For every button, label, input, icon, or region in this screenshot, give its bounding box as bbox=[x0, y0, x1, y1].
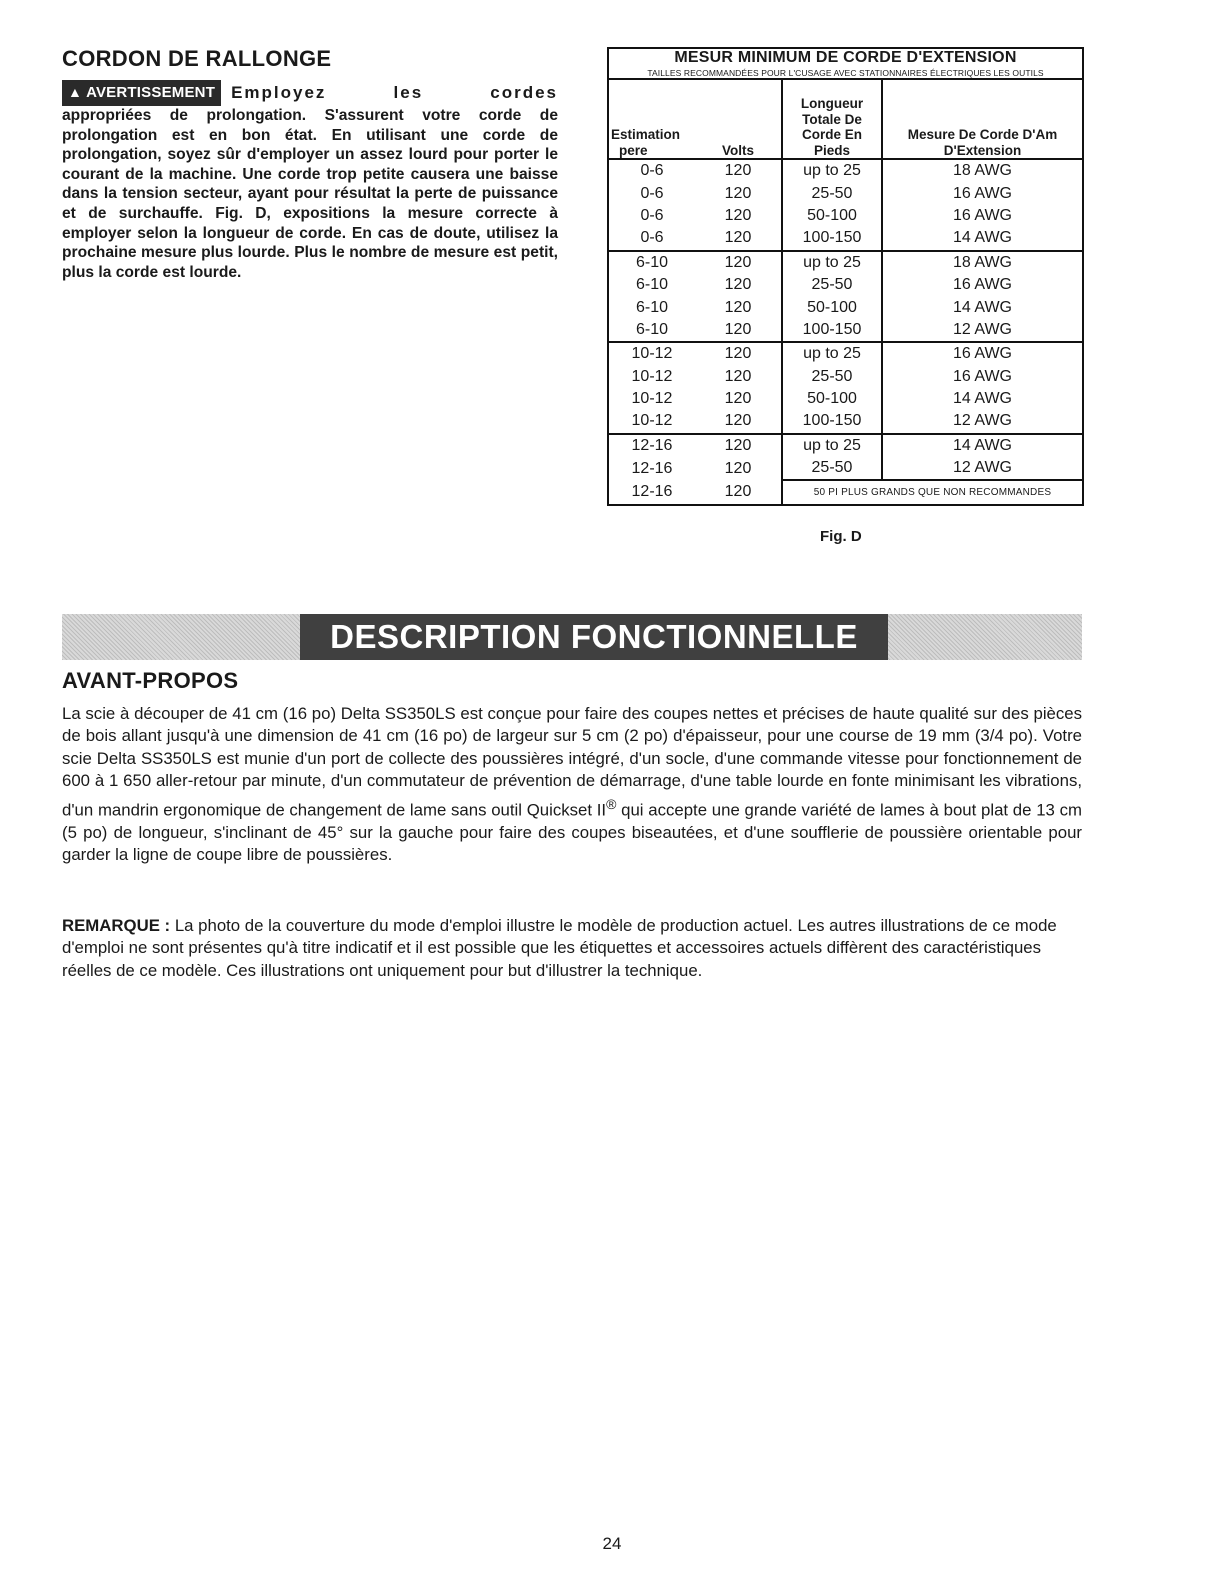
table-row bbox=[608, 388, 1083, 410]
cell-gauge: 12 AWG bbox=[953, 459, 1012, 477]
foreword-text-part2: qui accepte une grande variété de lames à bout plat de 13 cm (5 po) de longueur, s'inclinant de 45° sur la gauche pour faire des coupes biseautées, et d'une soufflerie de poussière orientable pour garder la ligne de coupe libre de poussières. bbox=[62, 800, 1082, 865]
section-title-extension-cord: CORDON DE RALLONGE bbox=[62, 46, 332, 71]
cell-gauge: 14 AWG bbox=[882, 227, 1083, 250]
table-title: MESUR MINIMUM DE CORDE D'EXTENSION bbox=[674, 49, 1017, 66]
table-row bbox=[608, 366, 1083, 388]
cell-volts: 120 bbox=[724, 206, 752, 224]
cell-volts: 120 bbox=[724, 276, 752, 294]
cell-gauge: 14 AWG bbox=[953, 436, 1012, 454]
table-body bbox=[608, 159, 1083, 480]
cell-amps: 10-12 bbox=[631, 390, 673, 408]
cell-amps: 0-6 bbox=[640, 162, 664, 180]
cell-length: 100-150 bbox=[782, 319, 882, 342]
table-subtitle: TAILLES RECOMMANDÉES POUR L'CUSAGE AVEC STATIONNAIRES ÉLECTRIQUES LES OUTILS bbox=[647, 68, 1044, 78]
note-text: La photo de la couverture du mode d'emploi illustre le modèle de production actuel. Les autres illustrations de ce mode d'emploi ne sont présentes qu'à titre indicatif et il est possible que les étiquettes et accessoires actuels diffèrent des caractéristiques réelles de ce modèle. Ces illustrations ont uniquement pour but d'illustrer la technique. bbox=[62, 916, 1057, 980]
foreword-paragraph bbox=[62, 703, 1082, 866]
note-label: REMARQUE : bbox=[62, 916, 171, 935]
cell-gauge: 14 AWG bbox=[953, 298, 1012, 316]
cell-amps: 6-10 bbox=[635, 253, 669, 271]
cell-amps: 6-10 bbox=[635, 276, 669, 294]
col-header-gauge bbox=[882, 79, 1083, 159]
warning-lead-word: les bbox=[393, 83, 424, 103]
cell-length: up to 25 bbox=[782, 434, 882, 457]
cell-amps: 0-6 bbox=[640, 206, 664, 224]
cell-length: up to 25 bbox=[782, 251, 882, 274]
table-row bbox=[608, 342, 1083, 365]
cell-length: up to 25 bbox=[782, 342, 882, 365]
foreword-text-part1: La scie à découper de 41 cm (16 po) Delta SS350LS est conçue pour faire des coupes nettes et précises de haute qualité sur des pièces de bois allant jusqu'à une dimension de 41 cm (16 po) de largeur sur 5 cm (2 po) d'épaisseur, pour une course de 19 mm (3/4 po). Votre scie Delta SS350LS est munie d'un port de collecte des poussières intégré, d'un socle, d'une commande vitesse pour fonctionnement de 600 à 1 650 aller-retour par minute, d'un commutateur de prévention de démarrage, d'une table lourde en fonte minimisant les vibrations, d'un mandrin ergonomique de changement de lame sans outil Quickset II bbox=[62, 704, 1082, 820]
cell-volts: 120 bbox=[724, 298, 752, 316]
table-row bbox=[608, 457, 1083, 480]
col-header-amps-line: Estimation bbox=[611, 127, 681, 142]
warning-triangle-icon: ▲ bbox=[68, 84, 83, 101]
cell-volts: 120 bbox=[724, 459, 752, 477]
cell-amps: 10-12 bbox=[608, 410, 695, 433]
cell-gauge: 16 AWG bbox=[953, 276, 1012, 294]
col-header-gauge-line: Mesure De Corde D'Am bbox=[907, 127, 1058, 142]
cell-amps: 12-16 bbox=[631, 459, 673, 477]
table-row bbox=[608, 410, 1083, 433]
cell-volts: 120 bbox=[724, 162, 752, 180]
cell-volts: 120 bbox=[695, 410, 782, 433]
cell-length: 25-50 bbox=[782, 457, 882, 480]
cell-length: 100-150 bbox=[782, 227, 882, 250]
table-header-block bbox=[608, 48, 1083, 79]
col-header-amps-line: pere bbox=[619, 142, 648, 158]
warning-lead-words bbox=[231, 83, 558, 103]
extension-cord-table bbox=[607, 47, 1084, 506]
cell-volts: 120 bbox=[695, 227, 782, 250]
table-row bbox=[608, 205, 1083, 227]
figure-caption: Fig. D bbox=[820, 528, 862, 545]
cell-gauge: 18 AWG bbox=[953, 253, 1012, 271]
col-header-amps bbox=[608, 79, 695, 159]
table-row bbox=[608, 251, 1083, 274]
cell-amps: 6-10 bbox=[635, 298, 669, 316]
table-row bbox=[608, 182, 1083, 204]
cell-amps: 0-6 bbox=[640, 184, 664, 202]
col-header-gauge-line: D'Extension bbox=[943, 142, 1022, 158]
warning-lead-word: cordes bbox=[490, 83, 558, 103]
cell-volts: 120 bbox=[724, 390, 752, 408]
cell-volts: 120 bbox=[695, 319, 782, 342]
cell-length: 50-100 bbox=[782, 388, 882, 410]
table-row bbox=[608, 274, 1083, 296]
col-header-length-line: Corde En bbox=[801, 127, 862, 142]
col-header-length-line: Longueur bbox=[800, 96, 864, 111]
cell-amps: 10-12 bbox=[631, 367, 673, 385]
table-row-last bbox=[608, 480, 1083, 504]
cell-amps: 12-16 bbox=[631, 436, 673, 454]
registered-mark: ® bbox=[606, 795, 617, 812]
warning-badge bbox=[62, 80, 221, 106]
cell-gauge: 16 AWG bbox=[953, 345, 1012, 363]
subsection-title-foreword: AVANT-PROPOS bbox=[62, 668, 239, 693]
col-header-length-line: Totale De bbox=[802, 111, 862, 127]
cell-amps: 0-6 bbox=[608, 227, 695, 250]
warning-text: appropriées de prolongation. S'assurent votre corde de prolongation est en bon état. En utilisant une corde de prolongation, soyez sûr d'employer un assez lourd pour porter le courant de la machine. Une corde trop petite causera une baisse dans la tension secteur, ayant pour résultat la perte de puissance et de surchauffe. Fig. D, expositions la mesure correcte à employer selon la longueur de corde. En cas de doute, utilisez la prochaine mesure plus lourde. Plus le nombre de mesure est petit, plus la corde est lourde. bbox=[62, 107, 558, 281]
cell-gauge: 16 AWG bbox=[953, 184, 1012, 202]
warning-badge-label: AVERTISSEMENT bbox=[86, 84, 216, 102]
table-row bbox=[608, 227, 1083, 250]
cell-length: up to 25 bbox=[782, 159, 882, 182]
cell-amps: 6-10 bbox=[608, 319, 695, 342]
note-paragraph bbox=[62, 915, 1082, 982]
table-row bbox=[608, 296, 1083, 318]
cell-length: 50-100 bbox=[782, 296, 882, 318]
table-row bbox=[608, 434, 1083, 457]
cell-length: 50-100 bbox=[782, 205, 882, 227]
cell-amps: 10-12 bbox=[631, 345, 673, 363]
cell-length: 25-50 bbox=[782, 274, 882, 296]
cell-gauge: 18 AWG bbox=[953, 162, 1012, 180]
cell-volts: 120 bbox=[724, 184, 752, 202]
cell-volts: 120 bbox=[724, 436, 752, 454]
cell-amps: 12-16 bbox=[631, 483, 673, 501]
cell-volts: 120 bbox=[724, 367, 752, 385]
cell-gauge: 12 AWG bbox=[882, 410, 1083, 433]
section-banner-title: DESCRIPTION FONCTIONNELLE bbox=[300, 614, 888, 660]
cell-volts: 120 bbox=[724, 253, 752, 271]
col-header-length-line: Pieds bbox=[813, 142, 851, 158]
cell-not-recommended-note: 50 PI PLUS GRANDS QUE NON RECOMMANDES bbox=[782, 480, 1083, 504]
warning-paragraph bbox=[62, 80, 558, 282]
table-row bbox=[608, 159, 1083, 182]
warning-lead-word: Employez bbox=[231, 83, 327, 103]
warning-first-line bbox=[62, 80, 558, 106]
cell-length: 25-50 bbox=[782, 182, 882, 204]
cell-gauge: 14 AWG bbox=[953, 390, 1012, 408]
table-row bbox=[608, 319, 1083, 342]
cell-length: 25-50 bbox=[782, 366, 882, 388]
table-column-headers bbox=[608, 79, 1083, 159]
cell-volts: 120 bbox=[724, 483, 752, 501]
col-header-volts: Volts bbox=[695, 79, 782, 159]
cell-gauge: 16 AWG bbox=[953, 206, 1012, 224]
cell-volts: 120 bbox=[724, 345, 752, 363]
cell-length: 100-150 bbox=[782, 410, 882, 433]
col-header-length bbox=[782, 79, 882, 159]
cell-gauge: 12 AWG bbox=[882, 319, 1083, 342]
page-number: 24 bbox=[602, 1534, 622, 1553]
cell-gauge: 16 AWG bbox=[953, 367, 1012, 385]
